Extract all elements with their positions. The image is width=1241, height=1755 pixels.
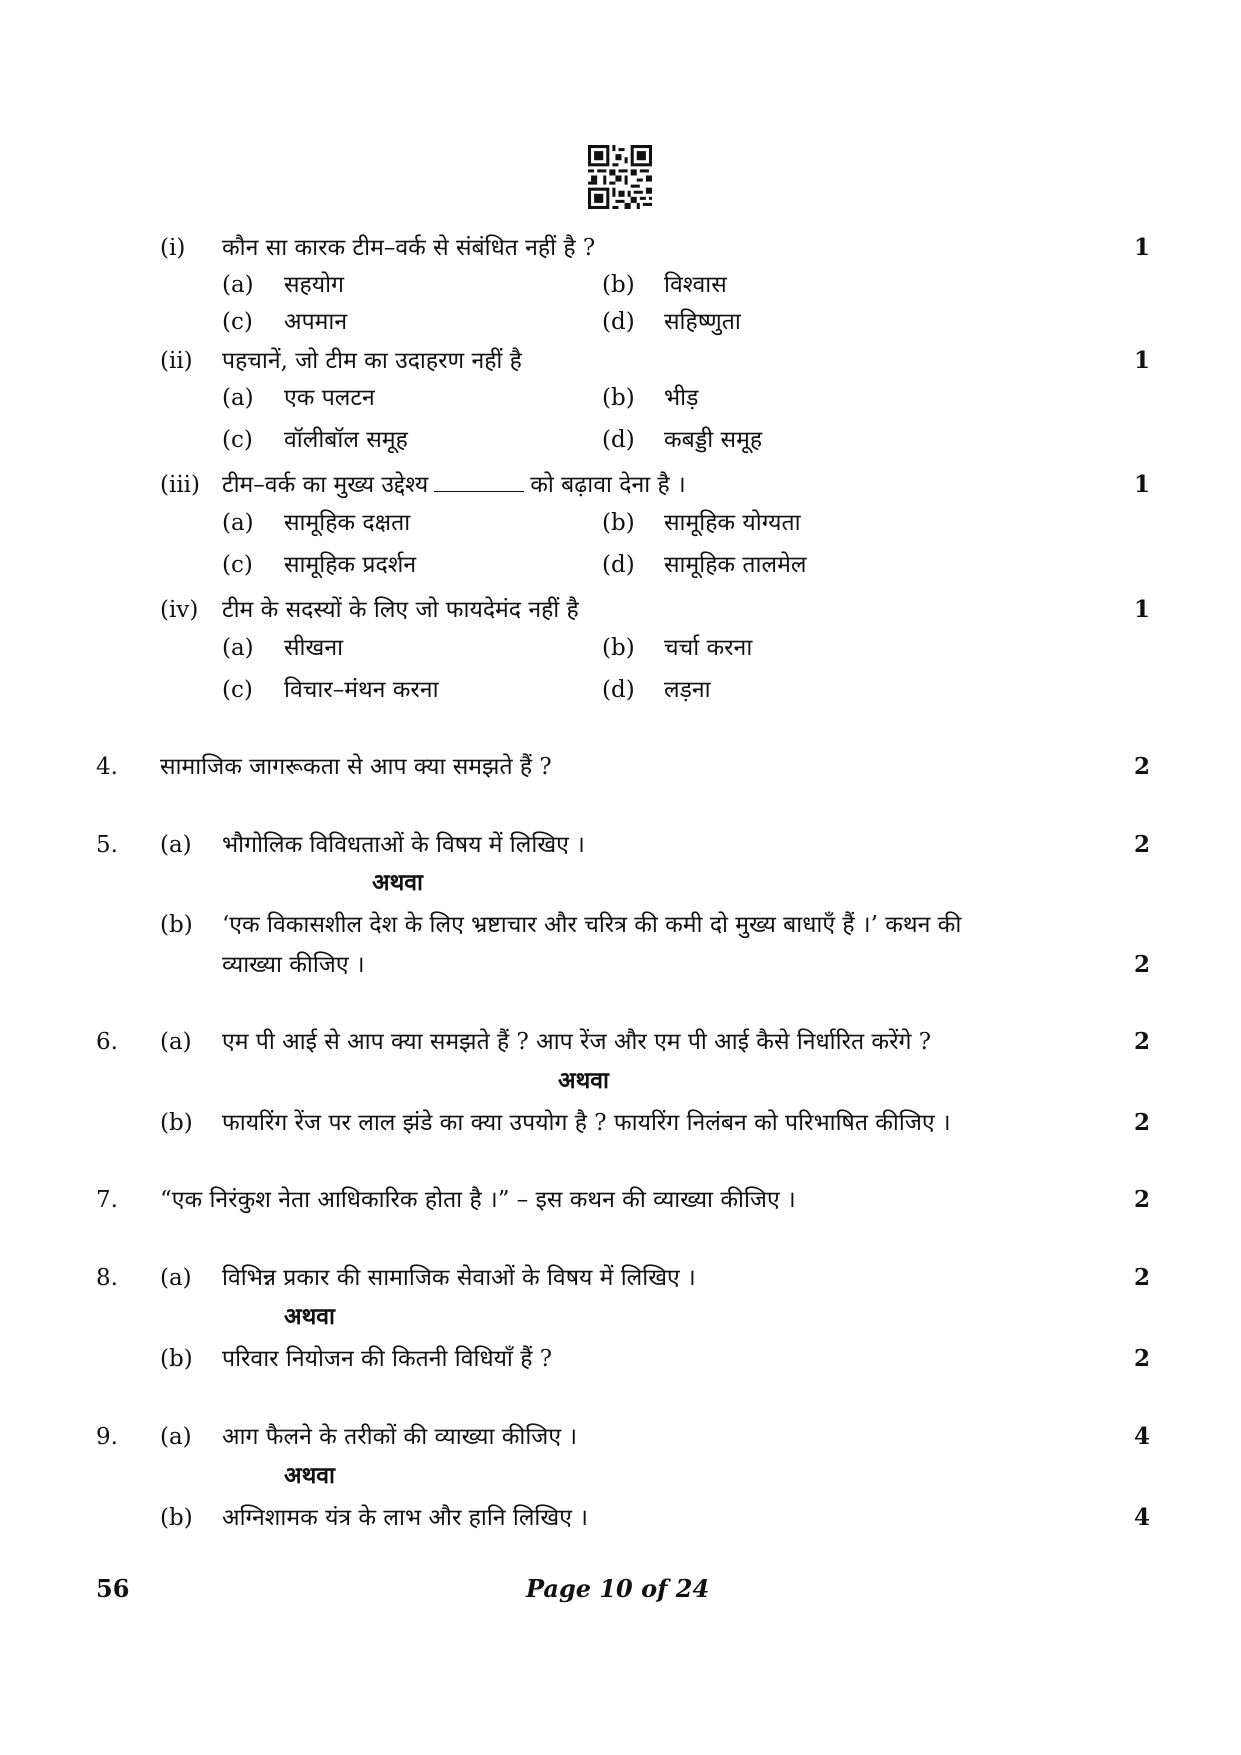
option-b: (b) भीड़ xyxy=(602,385,699,411)
option-d: (d) लड़ना xyxy=(602,677,711,703)
question-text: सामाजिक जागरूकता से आप क्या समझते हैं ? xyxy=(160,754,552,780)
marks: 4 xyxy=(1133,1504,1150,1531)
question-text: भौगोलिक विविधताओं के विषय में लिखिए । xyxy=(222,832,585,858)
sub-question-number: (iii) xyxy=(160,472,201,498)
or-label: अथवा xyxy=(372,869,424,896)
sub-question-number: (i) xyxy=(160,235,186,261)
option-c: (c) वॉलीबॉल समूह xyxy=(222,427,408,453)
marks: 2 xyxy=(1133,1345,1150,1372)
part-label: (b) xyxy=(160,1346,193,1372)
marks: 2 xyxy=(1133,1028,1150,1055)
qr-code-icon xyxy=(588,145,652,209)
question-text-continued: व्याख्या कीजिए । xyxy=(222,952,365,978)
option-b: (b) चर्चा करना xyxy=(602,635,753,661)
marks: 2 xyxy=(1133,753,1150,780)
marks: 2 xyxy=(1133,1186,1150,1213)
question-text: टीम–वर्क का मुख्य उद्देश्य को बढ़ावा देना है । xyxy=(222,472,686,498)
marks: 2 xyxy=(1133,951,1150,978)
part-label: (a) xyxy=(160,1265,192,1291)
marks: 2 xyxy=(1133,831,1150,858)
part-label: (b) xyxy=(160,912,193,938)
question-number: 7. xyxy=(96,1187,118,1213)
option-a: (a) सीखना xyxy=(222,635,344,661)
option-d: (d) सहिष्णुता xyxy=(602,309,741,335)
question-text: परिवार नियोजन की कितनी विधियाँ हैं ? xyxy=(222,1346,553,1372)
question-number: 5. xyxy=(96,832,118,858)
question-number: 4. xyxy=(96,754,118,780)
part-label: (b) xyxy=(160,1110,193,1136)
part-label: (a) xyxy=(160,1029,192,1055)
or-label: अथवा xyxy=(284,1303,336,1330)
fill-in-blank xyxy=(434,471,524,492)
sub-question-number: (iv) xyxy=(160,597,199,623)
marks: 2 xyxy=(1133,1264,1150,1291)
marks: 2 xyxy=(1133,1109,1150,1136)
option-b: (b) सामूहिक योग्यता xyxy=(602,510,801,536)
question-text: विभिन्न प्रकार की सामाजिक सेवाओं के विषय में लिखिए । xyxy=(222,1265,696,1291)
page-number: Page 10 of 24 xyxy=(526,1574,710,1603)
option-d: (d) कबड्डी समूह xyxy=(602,427,763,453)
question-text: ‘एक विकासशील देश के लिए भ्रष्टाचार और चरित्र की कमी दो मुख्य बाधाएँ हैं ।’ कथन की xyxy=(222,912,962,938)
part-label: (a) xyxy=(160,832,192,858)
option-c: (c) विचार–मंथन करना xyxy=(222,677,439,703)
question-text: “एक निरंकुश नेता आधिकारिक होता है ।” – इस कथन की व्याख्या कीजिए । xyxy=(160,1187,796,1213)
or-label: अथवा xyxy=(558,1067,610,1094)
question-number: 6. xyxy=(96,1029,118,1055)
part-label: (a) xyxy=(160,1424,192,1450)
option-b: (b) विश्वास xyxy=(602,272,727,298)
question-text: अग्निशामक यंत्र के लाभ और हानि लिखिए । xyxy=(222,1505,588,1531)
option-a: (a) सहयोग xyxy=(222,272,345,298)
question-text: टीम के सदस्यों के लिए जो फायदेमंद नहीं है xyxy=(222,597,579,623)
option-a: (a) सामूहिक दक्षता xyxy=(222,510,411,536)
question-paper-code: 56 xyxy=(96,1574,130,1603)
question-text: एम पी आई से आप क्या समझते हैं ? आप रेंज और एम पी आई कैसे निर्धारित करेंगे ? xyxy=(222,1029,932,1055)
marks: 4 xyxy=(1133,1423,1150,1450)
question-text: पहचानें, जो टीम का उदाहरण नहीं है xyxy=(222,348,522,374)
or-label: अथवा xyxy=(284,1462,336,1489)
marks: 1 xyxy=(1133,596,1150,623)
marks: 1 xyxy=(1133,347,1150,374)
question-text: आग फैलने के तरीकों की व्याख्या कीजिए । xyxy=(222,1424,578,1450)
question-text: कौन सा कारक टीम–वर्क से संबंधित नहीं है ? xyxy=(222,235,596,261)
option-c: (c) अपमान xyxy=(222,309,348,335)
question-number: 8. xyxy=(96,1265,118,1291)
sub-question-number: (ii) xyxy=(160,348,193,374)
marks: 1 xyxy=(1133,234,1150,261)
question-text: फायरिंग रेंज पर लाल झंडे का क्या उपयोग है ? फायरिंग निलंबन को परिभाषित कीजिए । xyxy=(222,1110,951,1136)
option-d: (d) सामूहिक तालमेल xyxy=(602,552,807,578)
option-c: (c) सामूहिक प्रदर्शन xyxy=(222,552,417,578)
option-a: (a) एक पलटन xyxy=(222,385,375,411)
question-number: 9. xyxy=(96,1424,118,1450)
marks: 1 xyxy=(1133,471,1150,498)
part-label: (b) xyxy=(160,1505,193,1531)
